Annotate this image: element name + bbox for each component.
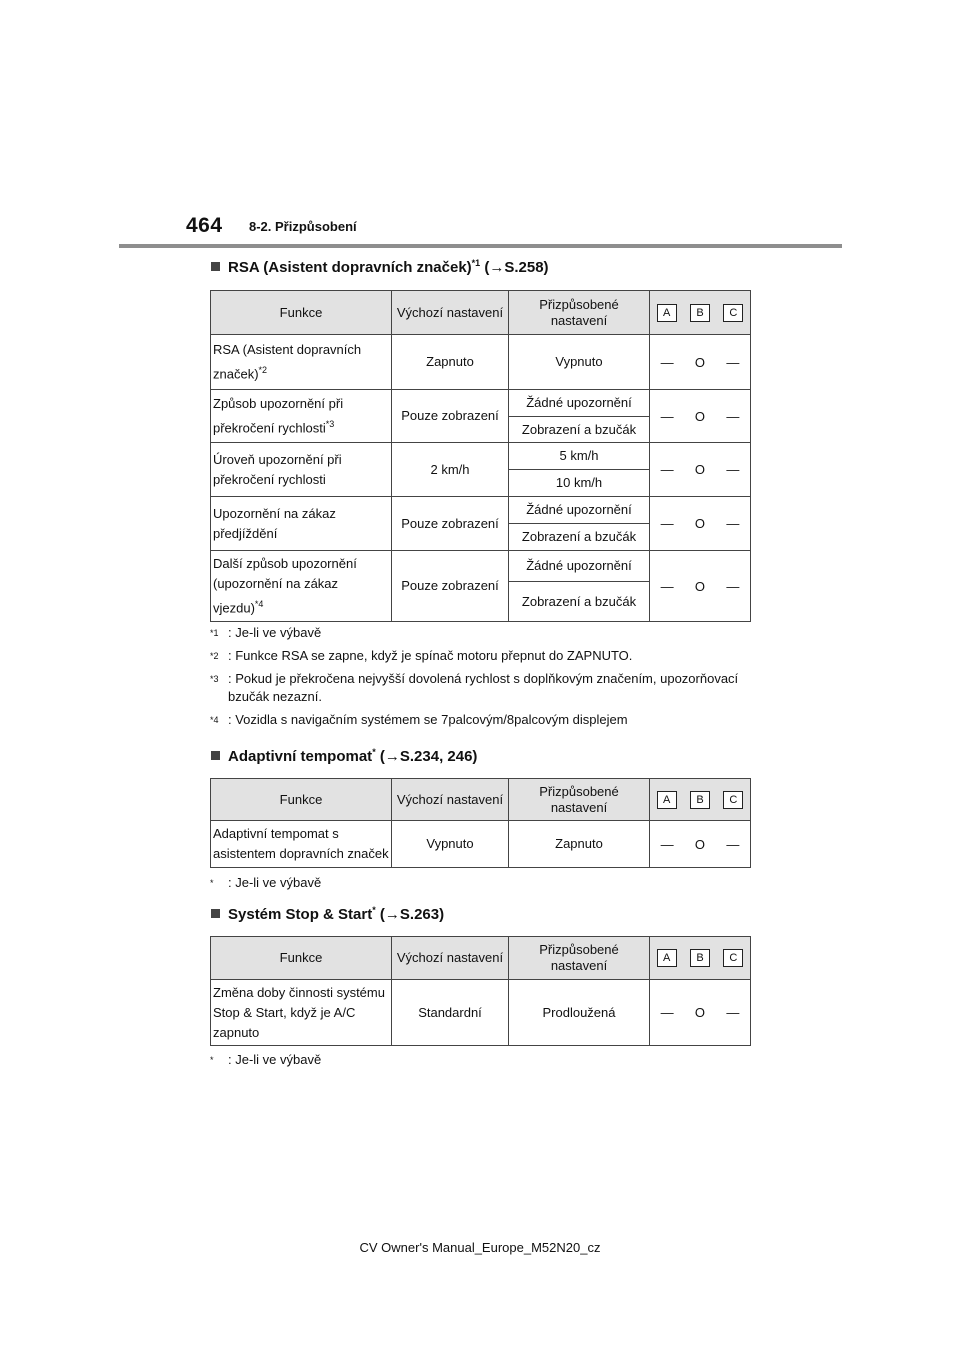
arrow-right-icon: →	[384, 906, 400, 923]
footnote: *2 : Funkce RSA se zapne, když je spínač motoru přepnut do ZAPNUTO.	[210, 648, 633, 663]
table-row: Změna doby činnosti systému Stop & Start, když je A/C zapnuto Standardní Prodloužená — O —	[211, 980, 751, 1046]
table-subrow: Zobrazení a bzučák	[211, 417, 751, 443]
rsa-footnotes	[210, 624, 755, 734]
footnote: *3 : Pokud je překročena nejvyšší dovolená rychlost s doplňkovým značením, upozorňovací bzučák nezazní.	[210, 671, 739, 704]
col-funkce: Funkce	[211, 937, 392, 980]
table-row: Způsob upozornění při překročení rychlosti$^{*3}$ Pouze zobrazení Žádné upozornění — O —	[211, 390, 751, 417]
heading-stop-start: Systém Stop & Start* (→S.263)	[211, 905, 444, 923]
rsa-table	[210, 290, 751, 622]
col-prizpusobene: Přizpůsobené nastavení	[509, 937, 650, 980]
adaptive-cruise-footnote	[210, 874, 755, 897]
table-row: RSA (Asistent dopravních značek)$^{*2}$ Zapnuto Vypnuto — O —	[211, 335, 751, 390]
letter-c-icon: C	[723, 791, 743, 809]
table-row: Upozornění na zákaz předjíždění Pouze zobrazení Žádné upozornění — O —	[211, 497, 751, 524]
col-abc	[650, 779, 751, 821]
square-bullet-icon	[211, 262, 220, 271]
section-title: 8-2. Přizpůsobení	[249, 219, 357, 234]
table-row: Adaptivní tempomat s asistentem dopravních značek Vypnuto Zapnuto — O —	[211, 821, 751, 868]
letter-b-icon: B	[690, 791, 710, 809]
table-row: Úroveň upozornění při překročení rychlosti 2 km/h 5 km/h — O —	[211, 443, 751, 470]
letter-c-icon: C	[723, 949, 743, 967]
square-bullet-icon	[211, 909, 220, 918]
arrow-right-icon: →	[384, 748, 400, 765]
footnote: * : Je-li ve výbavě	[210, 875, 322, 890]
col-funkce: Funkce	[211, 291, 392, 335]
col-vychozi: Výchozí nastavení	[392, 937, 509, 980]
col-vychozi: Výchozí nastavení	[392, 291, 509, 335]
arrow-right-icon: →	[489, 259, 505, 276]
table-header-row	[211, 291, 751, 335]
letter-b-icon: B	[690, 304, 710, 322]
table-subrow: Zobrazení a bzučák	[211, 582, 751, 622]
letter-a-icon: A	[657, 304, 677, 322]
table-subrow: Zobrazení a bzučák	[211, 524, 751, 551]
col-prizpusobene: Přizpůsobené nastavení	[509, 779, 650, 821]
heading-rsa: RSA (Asistent dopravních značek)$^{*1}$ (→S.258)	[211, 258, 549, 276]
letter-a-icon: A	[657, 791, 677, 809]
col-funkce: Funkce	[211, 779, 392, 821]
letter-b-icon: B	[690, 949, 710, 967]
col-prizpusobene: Přizpůsobené nastavení	[509, 291, 650, 335]
table-subrow: 10 km/h	[211, 470, 751, 497]
letter-c-icon: C	[723, 304, 743, 322]
letter-a-icon: A	[657, 949, 677, 967]
footnote: *4 : Vozidla s navigačním systémem se 7palcovým/8palcovým displejem	[210, 712, 628, 727]
footnote: *1 : Je-li ve výbavě	[210, 625, 322, 640]
table-header-row	[211, 937, 751, 980]
footnote: * : Je-li ve výbavě	[210, 1052, 322, 1067]
col-vychozi: Výchozí nastavení	[392, 779, 509, 821]
page-footer: CV Owner's Manual_Europe_M52N20_cz	[359, 1240, 601, 1255]
adaptive-cruise-table	[210, 778, 751, 868]
stop-start-footnote	[210, 1051, 755, 1074]
header-divider	[119, 244, 842, 248]
table-header-row	[211, 779, 751, 821]
table-row: Další způsob upozornění (upozornění na zákaz vjezdu)$^{*4}$ Pouze zobrazení Žádné upozornění — O —	[211, 551, 751, 582]
square-bullet-icon	[211, 751, 220, 760]
col-abc	[650, 937, 751, 980]
stop-start-table	[210, 936, 751, 1046]
col-abc	[650, 291, 751, 335]
page-number: 464	[186, 214, 223, 237]
heading-adaptive-cruise: Adaptivní tempomat* (→S.234, 246)	[211, 747, 477, 765]
